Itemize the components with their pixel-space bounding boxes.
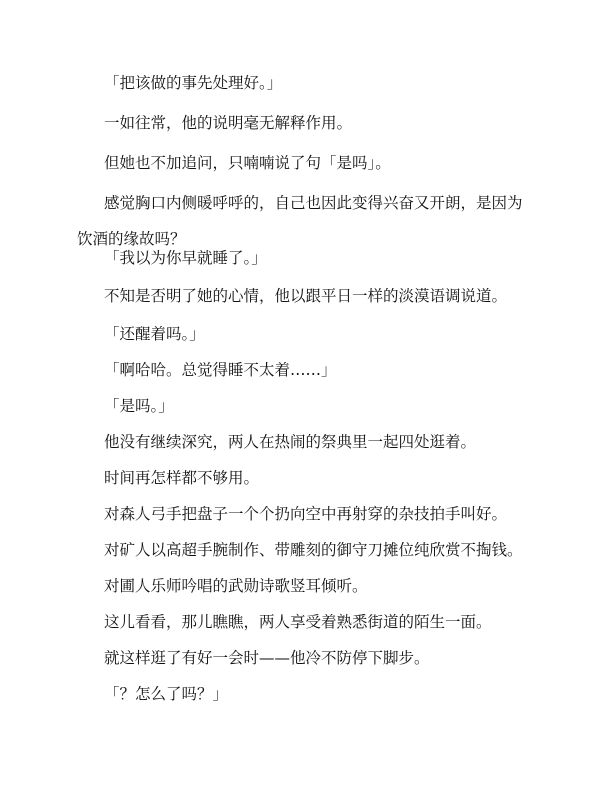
paragraph-9: 「是吗。」	[104, 397, 174, 415]
paragraph-15: 这儿看看，那儿瞧瞧，两人享受着熟悉街道的陌生一面。	[104, 613, 492, 631]
paragraph-6: 不知是否明了她的心情，他以跟平日一样的淡漠语调说道。	[104, 287, 508, 305]
paragraph-2: 一如往常，他的说明毫无解释作用。	[104, 114, 353, 132]
paragraph-7: 「还醒着吗。」	[104, 325, 205, 343]
paragraph-4: 感觉胸口内侧暖呼呼的，自己也因此变得兴奋又开朗，是因为饮酒的缘故吗？	[77, 194, 523, 248]
paragraph-5: 「我以为你早就睡了。」	[104, 249, 267, 267]
paragraph-12: 对森人弓手把盘子一个个扔向空中再射穿的杂技拍手叫好。	[104, 505, 508, 523]
paragraph-11: 时间再怎样都不够用。	[104, 469, 260, 487]
paragraph-17: 「？怎么了吗？」	[104, 685, 229, 703]
paragraph-10: 他没有继续深究，两人在热闹的祭典里一起四处逛着。	[104, 433, 477, 451]
paragraph-1: 「把该做的事先处理好。」	[104, 74, 283, 92]
paragraph-16: 就这样逛了有好一会时——他冷不防停下脚步。	[104, 649, 430, 667]
paragraph-3: 但她也不加追问，只喃喃说了句「是吗」。	[104, 154, 391, 172]
paragraph-14: 对圃人乐师吟唱的武勋诗歌竖耳倾听。	[104, 577, 368, 595]
paragraph-13: 对矿人以高超手腕制作、带雕刻的御守刀摊位纯欣赏不掏钱。	[104, 541, 523, 559]
paragraph-8: 「啊哈哈。总觉得睡不太着……」	[104, 361, 337, 379]
